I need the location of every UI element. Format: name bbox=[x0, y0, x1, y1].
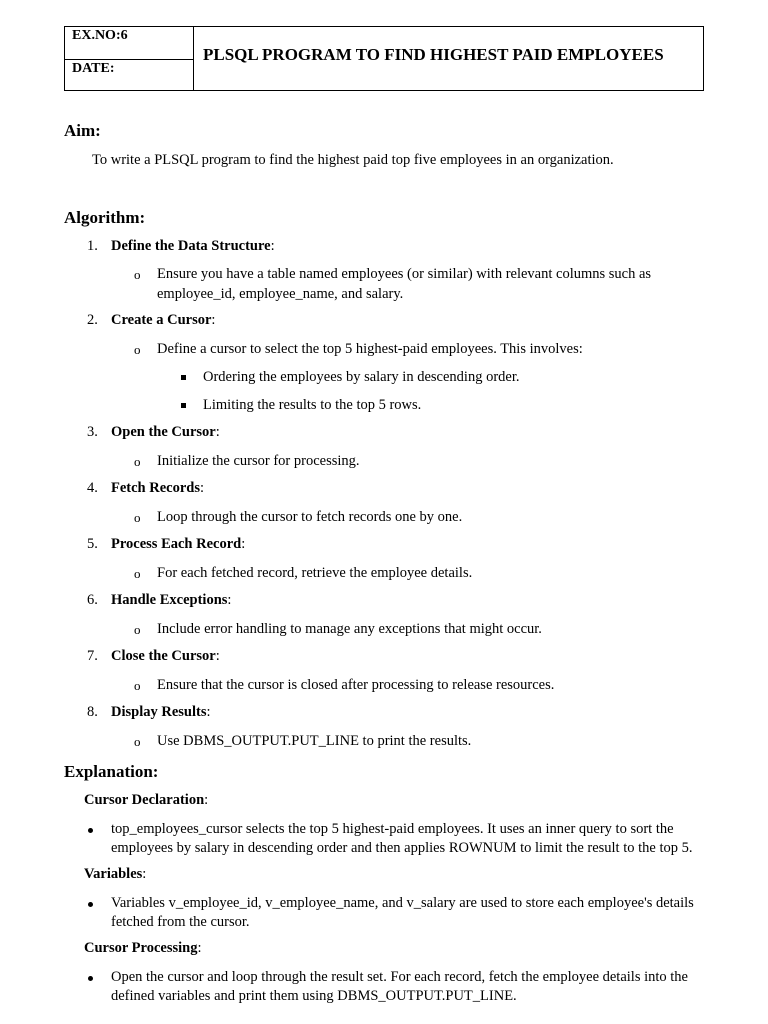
dot-bullet-icon bbox=[88, 828, 93, 833]
circle-bullet-icon: o bbox=[134, 510, 141, 525]
step-title: Define the Data Structure: bbox=[111, 238, 275, 254]
square-bullet-icon bbox=[181, 375, 186, 380]
step-detail: For each fetched record, retrieve the employee details. bbox=[157, 565, 473, 581]
step-title: Handle Exceptions: bbox=[111, 592, 232, 608]
step-title: Display Results: bbox=[111, 704, 211, 720]
header-cell-divider bbox=[65, 59, 193, 60]
step-detail: Initialize the cursor for processing. bbox=[157, 453, 360, 469]
explanation-subheading: Cursor Declaration: bbox=[84, 792, 209, 808]
step-detail: Use DBMS_OUTPUT.PUT_LINE to print the results. bbox=[157, 733, 472, 749]
explanation-text: defined variables and print them using DBMS_OUTPUT.PUT_LINE. bbox=[111, 988, 517, 1004]
circle-bullet-icon: o bbox=[134, 342, 141, 357]
circle-bullet-icon: o bbox=[134, 734, 141, 749]
step-number: 4. bbox=[87, 480, 98, 496]
explanation-text: fetched from the cursor. bbox=[111, 914, 250, 930]
explanation-heading: Explanation: bbox=[64, 762, 159, 781]
step-detail: employee_id, employee_name, and salary. bbox=[157, 286, 404, 302]
step-title: Close the Cursor: bbox=[111, 648, 220, 664]
circle-bullet-icon: o bbox=[134, 566, 141, 581]
explanation-subheading: Cursor Processing: bbox=[84, 940, 202, 956]
step-detail: Ensure you have a table named employees (or similar) with relevant columns such as bbox=[157, 266, 652, 282]
dot-bullet-icon bbox=[88, 902, 93, 907]
page-title: PLSQL PROGRAM TO FIND HIGHEST PAID EMPLOYEES bbox=[203, 45, 664, 64]
step-detail: Include error handling to manage any exceptions that might occur. bbox=[157, 621, 542, 637]
step-title: Open the Cursor: bbox=[111, 424, 220, 440]
step-title: Create a Cursor: bbox=[111, 312, 216, 328]
step-detail: Loop through the cursor to fetch records one by one. bbox=[157, 509, 463, 525]
step-title: Process Each Record: bbox=[111, 536, 246, 552]
square-bullet-icon bbox=[181, 403, 186, 408]
aim-text: To write a PLSQL program to find the highest paid top five employees in an organization. bbox=[92, 152, 614, 168]
step-detail: Ensure that the cursor is closed after processing to release resources. bbox=[157, 677, 555, 693]
step-number: 8. bbox=[87, 704, 98, 720]
aim-heading: Aim: bbox=[64, 121, 101, 140]
circle-bullet-icon: o bbox=[134, 678, 141, 693]
step-sub-detail: Ordering the employees by salary in descending order. bbox=[203, 369, 520, 385]
explanation-text: top_employees_cursor selects the top 5 highest-paid employees. It uses an inner query to sort the bbox=[111, 821, 674, 837]
explanation-text: Variables v_employee_id, v_employee_name, and v_salary are used to store each employee's details bbox=[111, 895, 694, 911]
step-number: 5. bbox=[87, 536, 98, 552]
algorithm-heading: Algorithm: bbox=[64, 208, 146, 227]
step-detail: Define a cursor to select the top 5 highest-paid employees. This involves: bbox=[157, 341, 583, 357]
step-number: 3. bbox=[87, 424, 98, 440]
dot-bullet-icon bbox=[88, 976, 93, 981]
explanation-text: Open the cursor and loop through the result set. For each record, fetch the employee details into the bbox=[111, 969, 688, 985]
step-sub-detail: Limiting the results to the top 5 rows. bbox=[203, 397, 422, 413]
circle-bullet-icon: o bbox=[134, 622, 141, 637]
step-number: 7. bbox=[87, 648, 98, 664]
step-number: 1. bbox=[87, 238, 98, 254]
explanation-subheading: Variables: bbox=[84, 866, 147, 882]
date-label: DATE: bbox=[72, 61, 115, 76]
explanation-text: employees by salary in descending order and then applies ROWNUM to limit the result to the top 5. bbox=[111, 840, 693, 856]
header-table bbox=[64, 26, 704, 91]
step-number: 2. bbox=[87, 312, 98, 328]
circle-bullet-icon: o bbox=[134, 267, 141, 282]
step-title: Fetch Records: bbox=[111, 480, 205, 496]
exercise-number: EX.NO:6 bbox=[72, 28, 128, 43]
step-number: 6. bbox=[87, 592, 98, 608]
circle-bullet-icon: o bbox=[134, 454, 141, 469]
